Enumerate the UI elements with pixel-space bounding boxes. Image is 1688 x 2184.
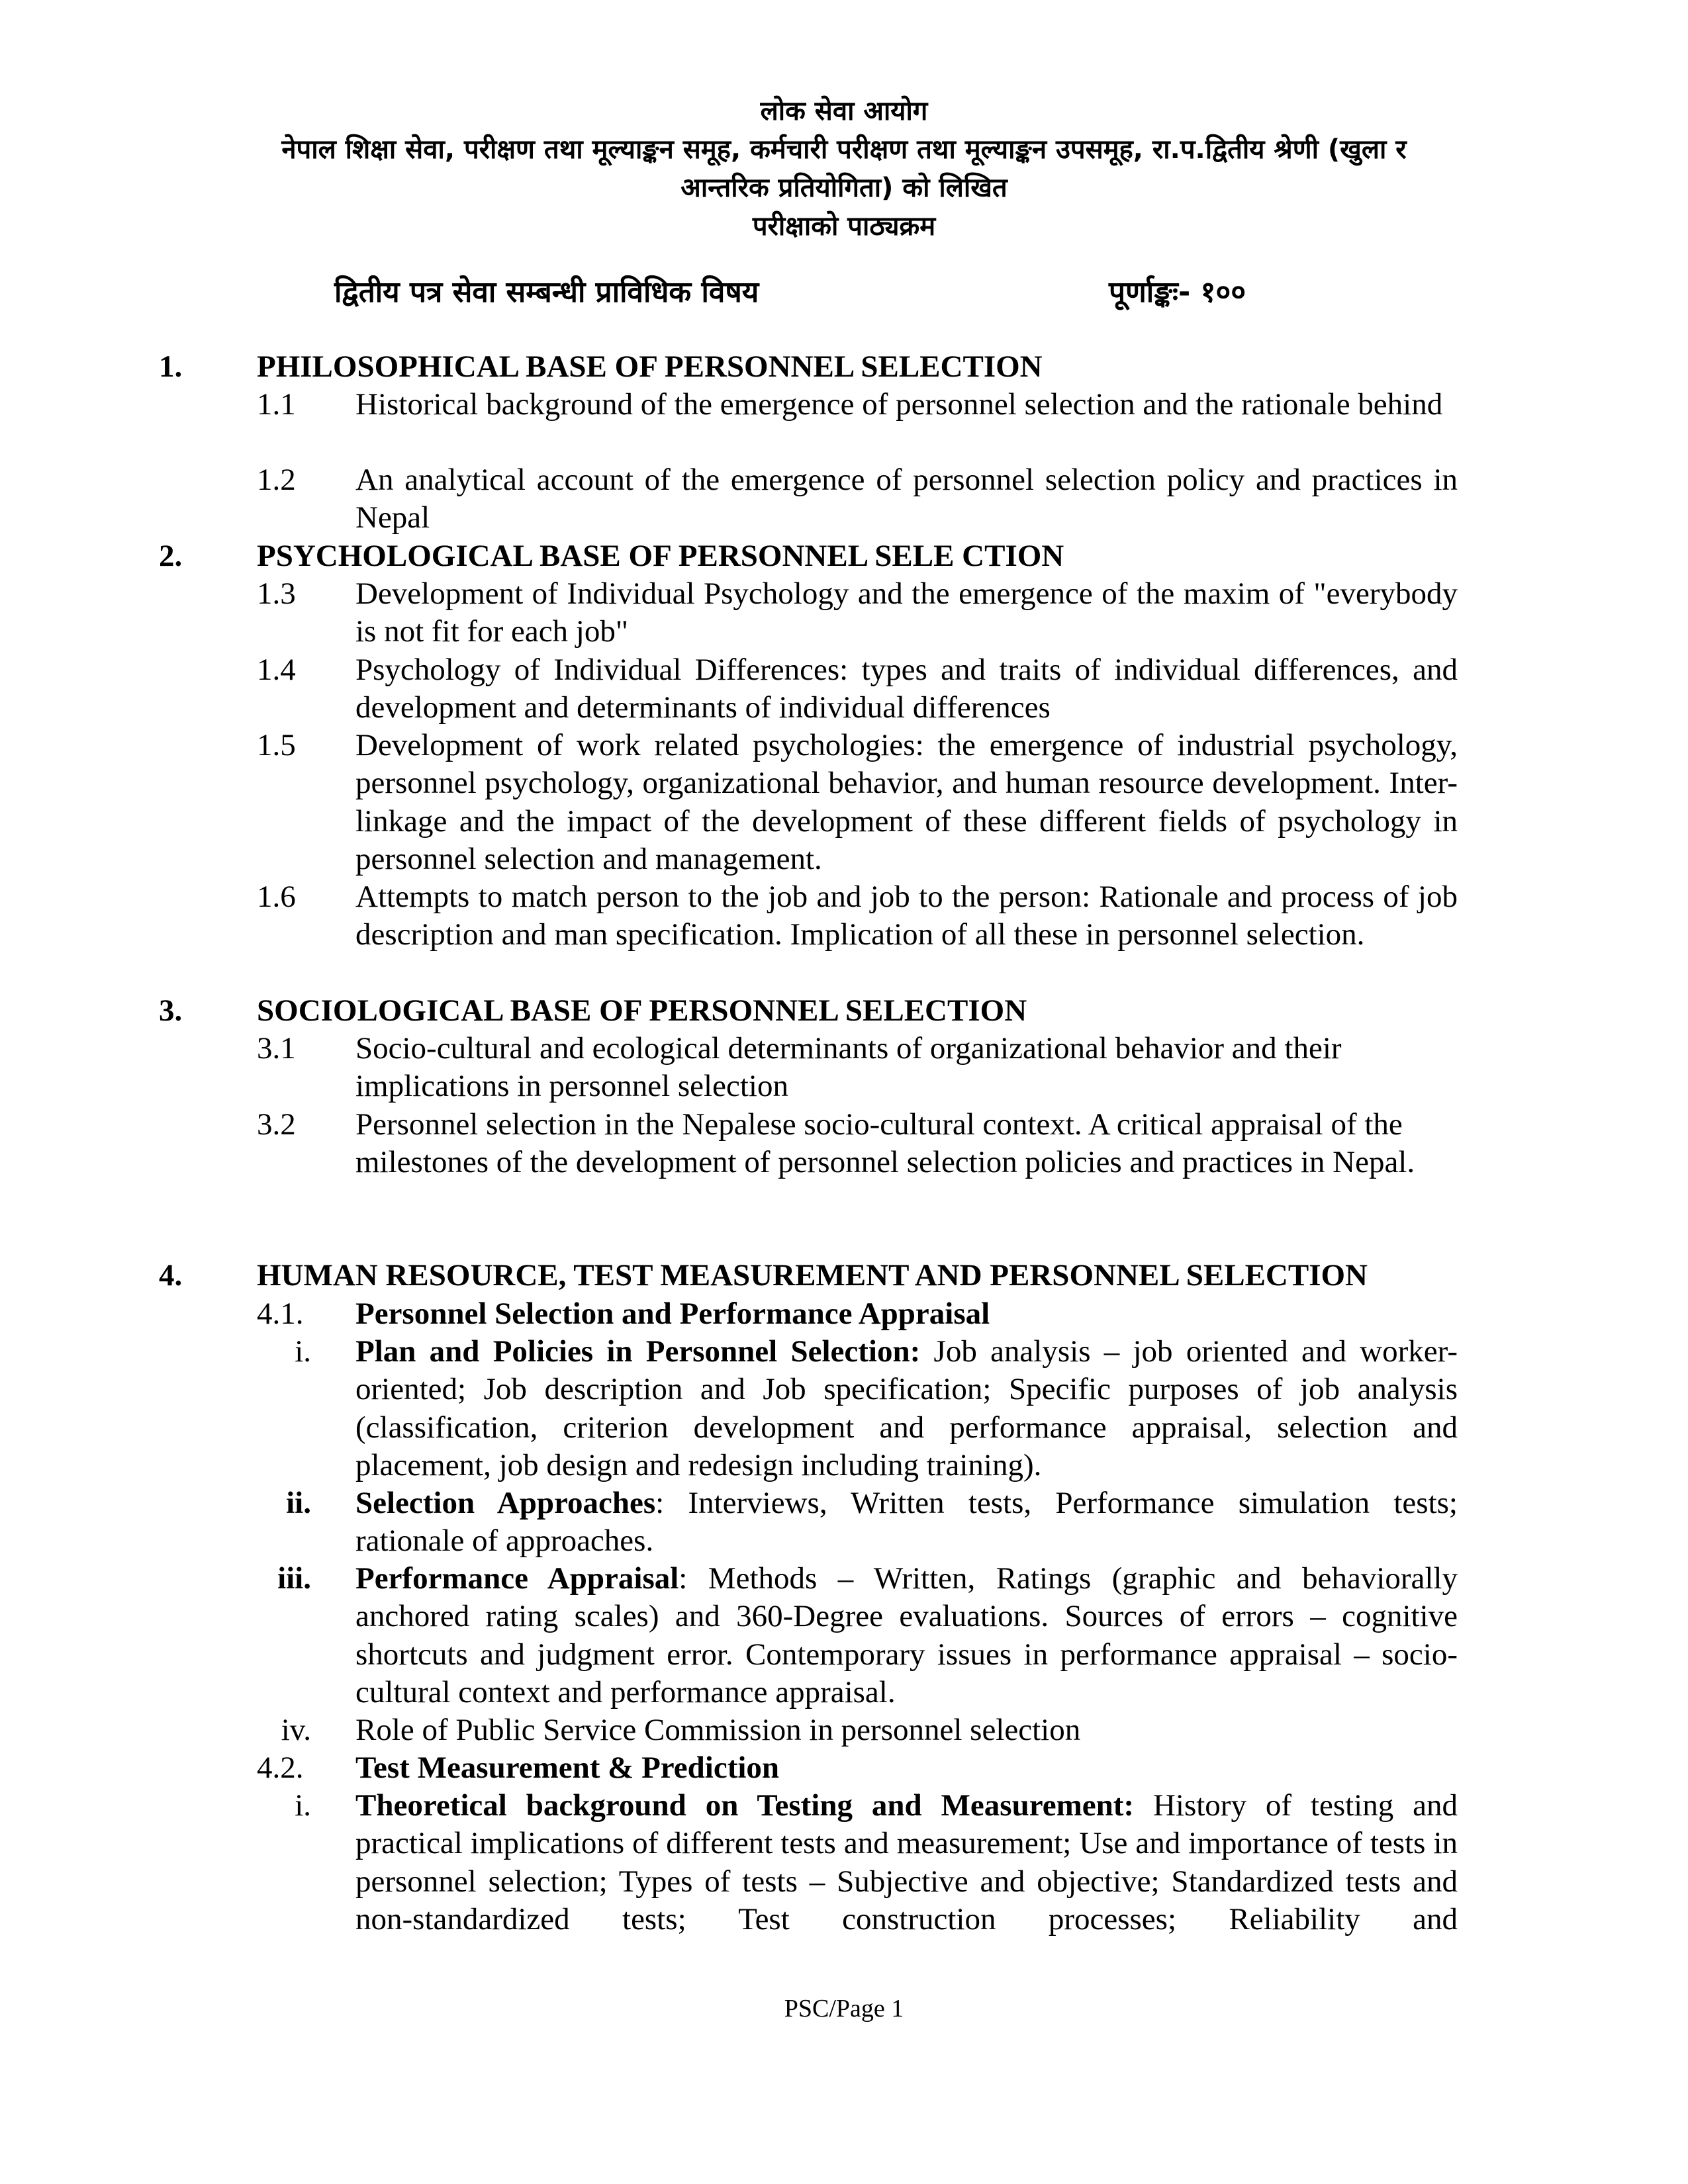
item-text [355,1484,1458,1561]
roman-number: iv. [281,1713,311,1747]
item-text: Personnel selection in the Nepalese socio-cultural context. A critical appraisal of the milestones of the development of personnel selection policies and practices in Nepal. [355,1107,1415,1180]
subsection-number: 4.2. [257,1751,304,1785]
item-body: Job analysis – job oriented and worker-oriented; Job description and Job specification; Specific purposes of job analysis (classification, criterion development and performance appraisal, selection and placement, job design and redesign including training). [355,1334,1458,1482]
section-title: SOCIOLOGICAL BASE OF PERSONNEL SELECTION [257,993,1027,1028]
item-body: History of testing and practical implications of different tests and measurement; Use and importance of tests in personnel selection; Types of tests – Subjective and objective; Standardized tests and non-standardized tests; Test construction processes; Reliability and [355,1788,1458,1936]
item-text [355,1787,1458,1938]
section-title: HUMAN RESOURCE, TEST MEASUREMENT AND PERSONNEL SELECTION [257,1258,1368,1293]
item-number: 1.3 [257,576,296,611]
item-text: Historical background of the emergence of personnel selection and the rationale behind [355,387,1443,422]
item-number: 1.1 [257,387,296,422]
competition-type: आन्तरिक प्रतियोगिता) को लिखित [680,173,1008,203]
item-text [355,1333,1458,1484]
section-title: PHILOSOPHICAL BASE OF PERSONNEL SELECTION [257,349,1043,384]
item-number: 1.4 [257,653,296,687]
roman-number: i. [295,1334,311,1369]
subsection-title: Test Measurement & Prediction [355,1751,780,1785]
commission-name: लोक सेवा आयोग [760,96,928,126]
item-body: : Methods – Written, Ratings (graphic and behaviorally anchored rating scales) and 360-Degree evaluations. Sources of errors – cognitive shortcuts and judgment error. Contemporary issues in performance appraisal – socio-cultural context and performance appraisal. [355,1561,1458,1709]
service-description: नेपाल शिक्षा सेवा, परीक्षण तथा मूल्याङ्कन समूह, कर्मचारी परीक्षण तथा मूल्याङ्कन उपसमूह, रा.प.द्वितीय श्रेणी (खुला र [281,134,1407,165]
item-lead: Theoretical background on Testing and Measurement: [355,1788,1135,1823]
item-lead: Performance Appraisal [355,1561,679,1596]
item-text: Attempts to match person to the job and job to the person: Rationale and process of job description and man specification. Implication of all these in personnel selection. [355,880,1458,952]
syllabus-heading: परीक्षाको पाठ्यक्रम [752,211,936,242]
roman-number: i. [295,1788,311,1823]
section-number: 4. [159,1258,183,1293]
section-number: 3. [159,993,183,1028]
item-body: : Interviews, Written tests, Performance simulation tests; rationale of approaches. [355,1486,1458,1559]
item-text: Role of Public Service Commission in personnel selection [355,1713,1081,1747]
roman-number: ii. [286,1486,311,1520]
item-number: 1.2 [257,463,296,497]
roman-number: iii. [277,1561,311,1596]
item-text: Psychology of Individual Differences: types and traits of individual differences, and development and determinants of individual differences [355,653,1458,725]
page-footer: PSC/Page 1 [784,1995,904,2023]
item-text [355,1560,1458,1711]
section-number: 1. [159,349,183,384]
subsection-title: Personnel Selection and Performance Appraisal [355,1297,990,1331]
full-marks: पूर्णाङ्कः- १०० [1109,275,1246,309]
item-text: Development of Individual Psychology and the emergence of the maxim of "everybody is not fit for each job" [355,576,1458,649]
section-title: PSYCHOLOGICAL BASE OF PERSONNEL SELE CTION [257,539,1064,573]
item-number: 1.6 [257,880,296,914]
item-lead: Selection Approaches [355,1486,656,1520]
item-text: Socio-cultural and ecological determinants of organizational behavior and their implications in personnel selection [355,1031,1342,1104]
item-text: An analytical account of the emergence of personnel selection policy and practices in Nepal [355,463,1458,535]
paper-title: द्वितीय पत्र सेवा सम्बन्धी प्राविधिक विषय [334,275,759,309]
item-number: 3.1 [257,1031,296,1066]
item-lead: Plan and Policies in Personnel Selection: [355,1334,921,1369]
item-text: Development of work related psychologies: the emergence of industrial psychology, personnel psychology, organizational behavior, and human resource development. Inter-linkage and the impact of the development of these different fields of psychology in personnel selection and management. [355,728,1458,876]
item-number: 3.2 [257,1107,296,1142]
section-number: 2. [159,539,183,573]
item-number: 1.5 [257,728,296,762]
subsection-number: 4.1. [257,1297,304,1331]
